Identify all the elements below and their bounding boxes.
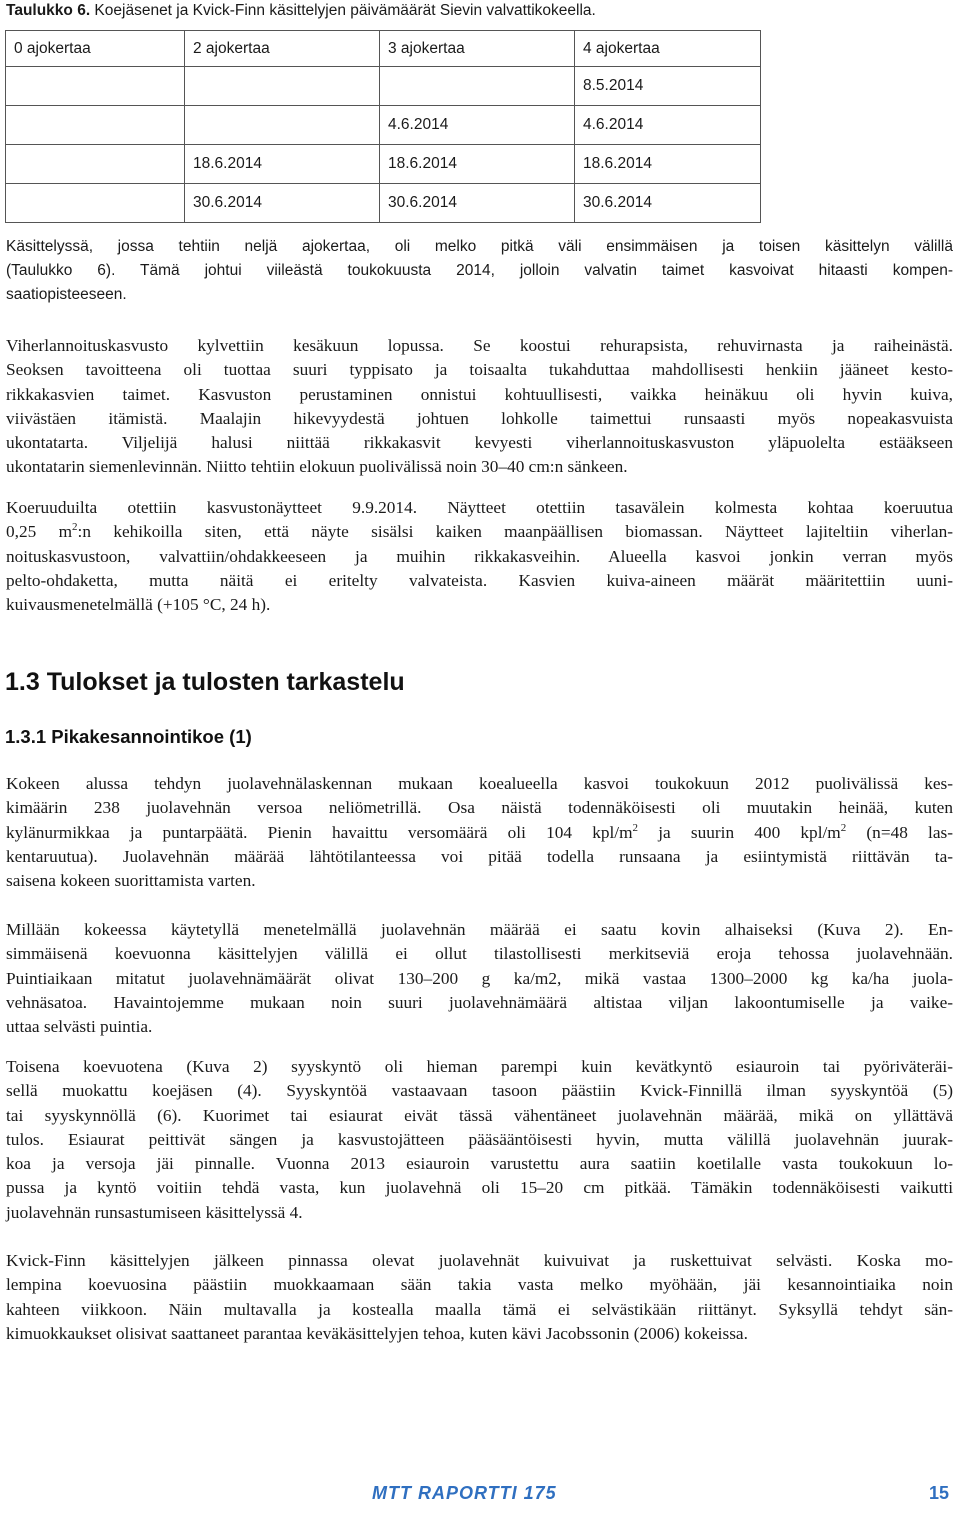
table-row <box>6 67 761 106</box>
text-line: Toisena koevuotena (Kuva 2) syyskyntö oli hieman parempi kuin kevätkyntö esiauroin tai pyöriväteräi- <box>6 1057 953 1076</box>
text-line: Kokeen alussa tehdyn juolavehnälaskennan mukaan koealueella kasvoi toukokuun 2012 puolivälissä kes- <box>6 774 953 793</box>
text-line: Koeruuduilta otettiin kasvustonäytteet 9.9.2014. Näytteet otettiin tasavälein kolmesta kohtaa koeruutua <box>6 498 953 517</box>
table-cell <box>6 145 185 184</box>
text-line: tulos. Esiaurat peittivät sängen ja kasvustojätteen pääsääntöisesti hyvin, mutta välillä juolavehnän juurak- <box>6 1129 953 1149</box>
text-line: rikkakasvien taimet. Kasvuston perustaminen onnistui kohtuullisesti, vaikka heinäkuu oli hyvin kuiva, <box>6 384 953 404</box>
table-cell <box>6 67 185 106</box>
text-line: tai syyskynnöllä (6). Kuorimet tai esiaurat eivät tässä vähentäneet juolavehnän määrää, mikä on yllättävä <box>6 1105 953 1125</box>
table-header-cell: 3 ajokertaa <box>380 31 575 67</box>
subsection-heading: 1.3.1 Pikakesannointikoe (1) <box>5 726 252 747</box>
text-line: Käsittelyssä, jossa tehtiin neljä ajokertaa, oli melko pitkä väli ensimmäisen ja toisen käsittelyn välillä <box>6 238 953 255</box>
text-line: noituskasvustoon, valvattiin/ohdakkeeseen ja muihin rikkakasveihin. Alueella kasvoi jonkin verran myös <box>6 546 953 566</box>
superscript: 2 <box>632 821 639 834</box>
footer-series-title: MTT RAPORTTI 175 <box>372 1483 557 1503</box>
text-fragment: ja suurin 400 kpl/m <box>638 822 841 842</box>
text-line: Seoksen tavoitteena oli tuottaa suuri typpisato ja toisaalta tukahduttaa mahdollisesti henkiin jääneet kesto- <box>6 360 953 380</box>
text-line: kuivausmenetelmällä (+105 °C, 24 h). <box>6 595 271 615</box>
paragraph-results-3 <box>6 1055 953 1225</box>
table-cell <box>6 184 185 223</box>
text-line: Puintiaikaan mitatut juolavehnämäärät olivat 130–200 g ka/m2, mikä vastaa 1300–2000 kg ka/ha juola- <box>6 968 953 988</box>
text-fragment: :n kehikoilla siten, että näyte sisälsi kaiken maanpäällisen biomassan. Näytteet lajiteltiin viherlan- <box>77 522 953 542</box>
text-line: vehnäsatoa. Havaintojemme mukaan noin suuri juolavehnämäärä altistaa viljan lakoontumiselle ja vaike- <box>6 992 953 1012</box>
paragraph-results-4 <box>6 1249 953 1346</box>
paragraph-results-2 <box>6 918 953 1039</box>
table-caption-label: Taulukko 6. <box>6 2 91 19</box>
text-line: sellä muokattu koejäsen (4). Syyskyntöä vastaavaan tasoon päästiin Kvick-Finnillä ilman syyskyntöä (5) <box>6 1081 953 1101</box>
paragraph-green-manure <box>6 334 953 480</box>
table-header-cell: 0 ajokertaa <box>6 31 185 67</box>
text-line: juolavehnän runsastumiseen käsittelyssä 4. <box>6 1202 303 1222</box>
text-line: Viherlannoituskasvusto kylvettiin kesäkuun lopussa. Se koostui rehurapsista, rehuvirnasta ja raiheinästä. <box>6 336 953 355</box>
text-line: ukontatarin siemenlevinnän. Niitto tehtiin elokuun puolivälissä noin 30–40 cm:n sänkeen. <box>6 457 628 477</box>
table-cell: 30.6.2014 <box>185 184 380 223</box>
text-line <box>6 821 953 845</box>
paragraph-intro <box>6 235 953 307</box>
table-cell: 8.5.2014 <box>575 67 761 106</box>
section-heading: 1.3 Tulokset ja tulosten tarkastelu <box>5 668 405 696</box>
text-line: kimuokkaukset olisivat saattaneet parantaa keväkäsittelyjen tehoa, kuten kävi Jacobssonin (2006) kokeissa. <box>6 1323 748 1343</box>
paragraph-samples <box>6 496 953 617</box>
table-header-row <box>6 31 761 67</box>
table-caption <box>6 2 596 20</box>
table-cell <box>185 67 380 106</box>
text-fragment: kylänurmikkaa ja puntarpäätä. Pienin havaittu versomäärä oli 104 kpl/m <box>6 822 633 842</box>
table-header-cell: 4 ajokertaa <box>575 31 761 67</box>
page-number: 15 <box>929 1483 950 1503</box>
text-line: lempina koevuosina päästiin muokkaamaan sään takia vasta melko myöhään, jäi kesannointiaika noin <box>6 1275 953 1295</box>
text-line: Kvick-Finn käsittelyjen jälkeen pinnassa olevat juolavehnät kuivuivat ja ruskettuivat selvästi. Koska mo- <box>6 1251 953 1270</box>
text-line: simmäisenä koevuonna käsittelyjen välillä ei ollut tilastollisesti merkitseviä eroja tehossa juolavehnään. <box>6 944 953 964</box>
text-line: ukontatarta. Viljelijä halusi niittää rikkakasvit kevyesti viherlannoituskasvuston yläpuolelta estääkseen <box>6 433 953 453</box>
table-caption-text: Koejäsenet ja Kvick-Finn käsittelyjen päivämäärät Sievin valvattikokeella. <box>90 2 596 19</box>
text-line: kentaruutua). Juolavehnän määrää lähtötilanteessa voi pitää todella runsaana ja esiintymistä riittävän ta- <box>6 846 953 866</box>
table-cell: 30.6.2014 <box>575 184 761 223</box>
text-line: pussa ja kyntö voitiin tehdä vasta, kun juolavehnä oli 15–20 cm pitkää. Tämäkin todennäköisesti vaikutti <box>6 1178 953 1198</box>
text-line <box>6 520 953 544</box>
text-line: saatiopisteeseen. <box>6 286 127 303</box>
table-row <box>6 145 761 184</box>
table-cell <box>185 106 380 145</box>
table-cell <box>6 106 185 145</box>
text-line: saisena kokeen suorittamista varten. <box>6 871 256 891</box>
text-line: (Taulukko 6). Tämä johtui viileästä toukokuusta 2014, jolloin valvatin taimet kasvoivat hitaasti kompen- <box>6 262 953 279</box>
table-row <box>6 106 761 145</box>
table-header-cell: 2 ajokertaa <box>185 31 380 67</box>
treatment-dates-table <box>5 30 761 223</box>
table-cell: 18.6.2014 <box>575 145 761 184</box>
table-cell: 4.6.2014 <box>380 106 575 145</box>
table-row <box>6 184 761 223</box>
text-line: kimäärin 238 juolavehnän versoa neliömetrillä. Osa näistä todennäköisesti oli muutakin heinää, kuten <box>6 798 953 818</box>
table-cell: 4.6.2014 <box>575 106 761 145</box>
text-line: viivästäen itämistä. Maalajin hikevyydestä johtuen lohkolle taimettui runsaasti myös nopeakasvuista <box>6 408 953 428</box>
text-fragment: (n=48 las- <box>846 822 953 842</box>
text-line: koa ja versoja jäi pinnalle. Vuonna 2013 esiauroin varustettu aura saatiin koetilalle vasta toukokuun lo- <box>6 1154 953 1174</box>
table-cell: 18.6.2014 <box>380 145 575 184</box>
table-cell <box>380 67 575 106</box>
text-fragment: 0,25 m <box>6 522 73 542</box>
superscript: 2 <box>72 521 78 534</box>
table-cell: 30.6.2014 <box>380 184 575 223</box>
superscript: 2 <box>840 821 847 834</box>
text-line: pelto-ohdaketta, mutta näitä ei eritelty valvateista. Kasvien kuiva-aineen määrät määritettiin uuni- <box>6 570 953 590</box>
text-line: uttaa selvästi puintia. <box>6 1017 153 1037</box>
table-cell: 18.6.2014 <box>185 145 380 184</box>
text-line: kahteen viikkoon. Näin multavalla ja kostealla maalla tämä ei selvästikään riittänyt. Syksyllä tehdyt sän- <box>6 1299 953 1319</box>
text-line: Millään kokeessa käytetyllä menetelmällä juolavehnän määrää ei saatu kovin alhaiseksi (Kuva 2). En- <box>6 920 953 939</box>
paragraph-results-1 <box>6 772 953 893</box>
